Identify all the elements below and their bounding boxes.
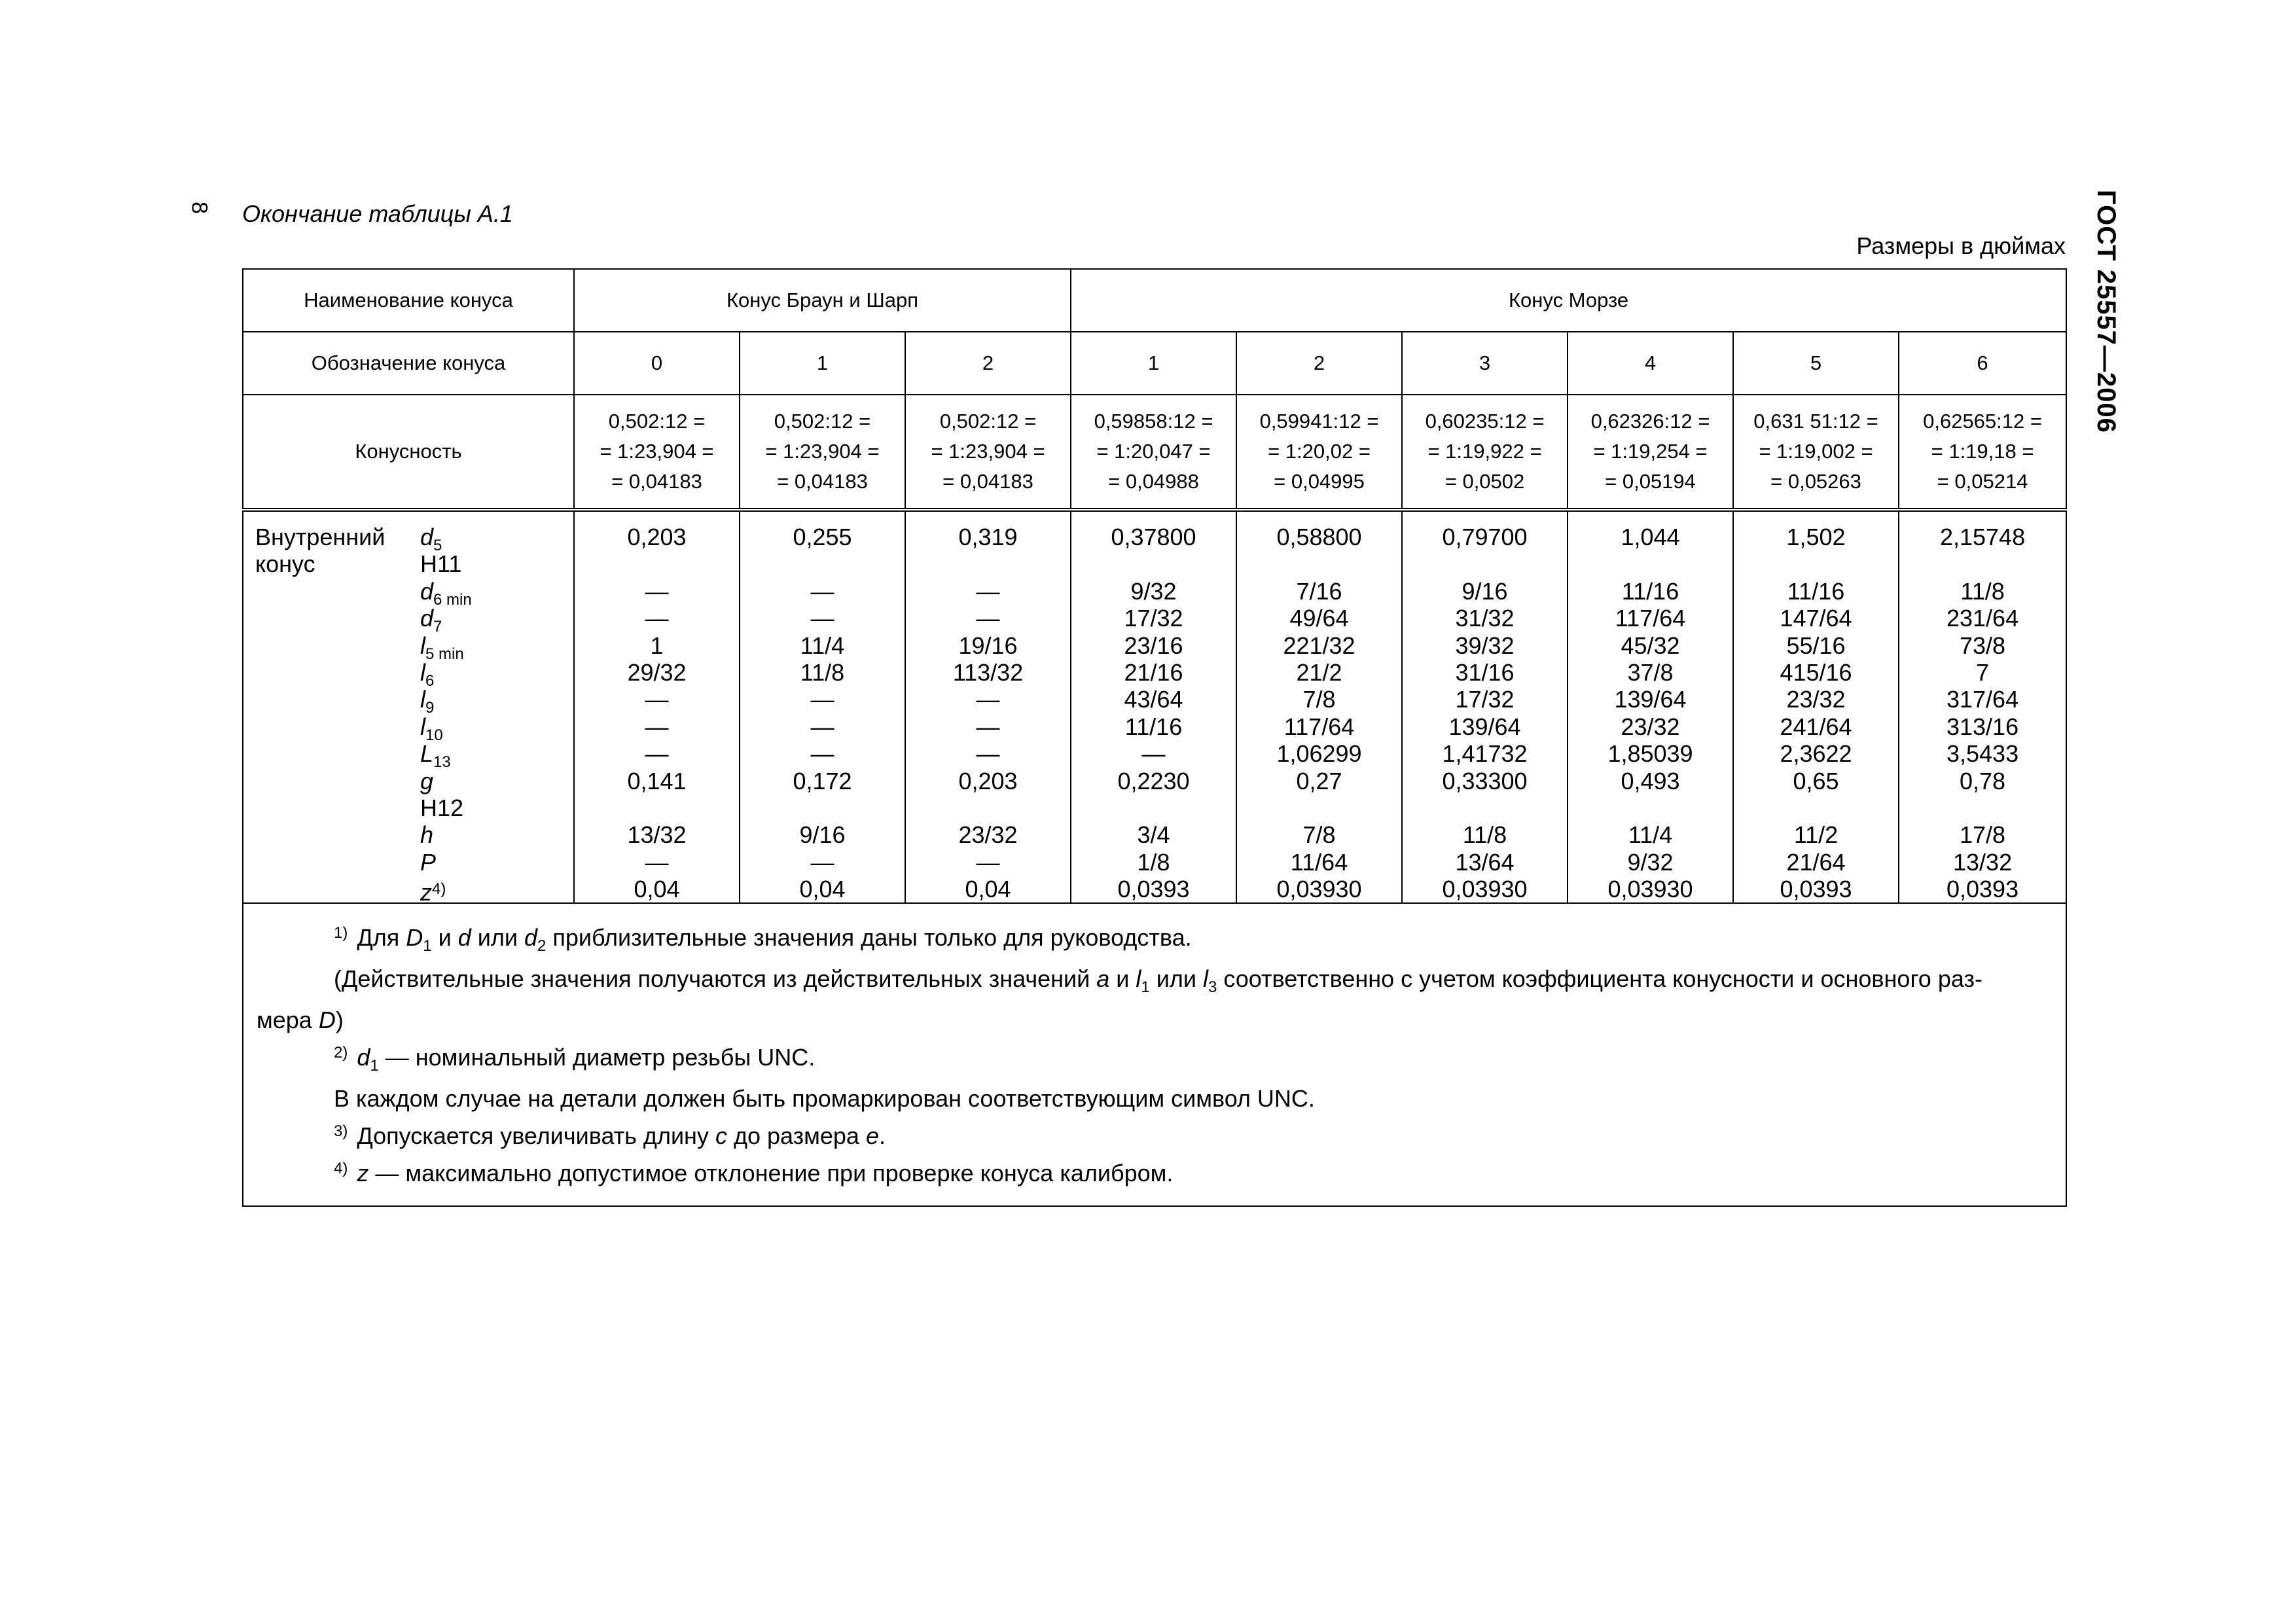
value-cell: 11/8 — [1462, 821, 1507, 849]
value-column — [1402, 510, 1568, 903]
value-cell: — — [976, 686, 1000, 713]
value-cell: 3,5433 — [1946, 740, 2019, 768]
taper-cell — [1899, 395, 2066, 510]
value-cell: 0,65 — [1793, 767, 1839, 794]
value-cell: — — [645, 577, 669, 605]
symbol-column — [408, 510, 574, 906]
value-cell: 7/8 — [1302, 821, 1336, 849]
taper-label: Конусность — [243, 395, 574, 510]
value-cell — [1074, 794, 1233, 821]
value-cell: 0,37800 — [1111, 524, 1196, 550]
value-cell: 21/16 — [1124, 658, 1183, 686]
value-column — [1236, 510, 1402, 903]
value-cell: 0,203 — [958, 767, 1018, 794]
taper-line: = 0,04183 — [611, 470, 702, 493]
taper-line: = 1:23,904 = — [765, 440, 880, 463]
value-cell: 11/4 — [800, 632, 845, 659]
value-cell: — — [976, 713, 1000, 740]
footnote-2-continued: В каждом случае на детали должен быть промаркирован соответствующим символ UNC. — [334, 1085, 1315, 1113]
taper-line: = 1:19,18 = — [1931, 440, 2034, 463]
value-cell: 13/32 — [627, 821, 687, 849]
value-column — [1071, 510, 1236, 903]
page-number: 8 — [187, 202, 212, 214]
value-cell: 21/64 — [1786, 848, 1846, 876]
taper-line: = 0,05194 — [1605, 470, 1696, 493]
value-cell: 7 — [1976, 658, 1990, 686]
value-cell: 29/32 — [627, 658, 687, 686]
taper-line: = 0,05263 — [1770, 470, 1861, 493]
taper-line: 0,59941:12 = — [1259, 410, 1379, 433]
value-cell — [1405, 794, 1564, 821]
value-cell: — — [976, 605, 1000, 632]
value-cell: — — [645, 605, 669, 632]
value-cell: 415/16 — [1780, 658, 1852, 686]
taper-line: = 0,0502 — [1444, 470, 1525, 493]
value-cell: 13/64 — [1455, 848, 1515, 876]
taper-line: 0,62326:12 = — [1590, 410, 1710, 433]
value-cell — [1902, 794, 2063, 821]
taper-line: = 0,05214 — [1937, 470, 2028, 493]
value-cell: 313/16 — [1946, 713, 2019, 740]
value-cell: 23/32 — [1786, 686, 1846, 713]
taper-line: = 0,04995 — [1274, 470, 1365, 493]
value-cell: 39/32 — [1455, 632, 1515, 659]
taper-cell — [1236, 395, 1402, 510]
value-cell: 0,319 — [958, 524, 1018, 550]
value-cell: 139/64 — [1614, 686, 1687, 713]
value-cell: 0,0393 — [1780, 876, 1852, 903]
symbol: H11 — [420, 550, 462, 578]
value-cell: — — [1141, 740, 1166, 768]
value-cell: 113/32 — [952, 658, 1024, 686]
value-cell: 1 — [650, 632, 664, 659]
taper-cell — [574, 395, 740, 510]
value-cell: 1,502 — [1786, 524, 1846, 550]
value-cell: 1/8 — [1137, 848, 1170, 876]
value-cell — [1074, 550, 1233, 577]
value-cell: 11/2 — [1793, 821, 1839, 849]
value-cell: 9/16 — [1462, 577, 1508, 605]
value-cell: 2,15748 — [1939, 524, 2026, 550]
taper-line: = 1:23,904 = — [931, 440, 1045, 463]
taper-cell — [1071, 395, 1236, 510]
value-cell: 11/64 — [1290, 848, 1348, 876]
value-cell: 0,0393 — [1117, 876, 1190, 903]
taper-line: 0,60235:12 = — [1425, 410, 1545, 433]
designation-cell: 5 — [1733, 332, 1899, 395]
value-cell: 0,03930 — [1442, 876, 1528, 903]
value-cell: 23/32 — [1621, 713, 1680, 740]
value-cell: 9/16 — [799, 821, 846, 849]
taper-line: 0,502:12 = — [608, 410, 706, 433]
taper-line: = 1:20,02 = — [1268, 440, 1371, 463]
value-cell — [1240, 550, 1399, 577]
value-cell: 0,493 — [1621, 767, 1680, 794]
value-cell: 0,04 — [965, 876, 1011, 903]
morse-header: Конус Морзе — [1071, 269, 2066, 332]
symbol: $l_{5 min}$ — [420, 632, 464, 663]
value-cell: 0,04 — [634, 876, 680, 903]
symbol: P — [420, 848, 437, 876]
taper-line: = 1:23,904 = — [600, 440, 714, 463]
taper-line: 0,502:12 = — [774, 410, 871, 433]
value-column — [1568, 510, 1733, 903]
value-cell: 1,41732 — [1442, 740, 1528, 768]
footnote-1-continued: (Действительные значения получаются из действительных значений a и $l_1$ или $l_3$ соответственно с учетом коэффициента конусности и основного раз- мера D) — [257, 965, 1982, 1034]
value-cell: 231/64 — [1946, 605, 2019, 632]
taper-cell — [1402, 395, 1568, 510]
standard-designation: ГОСТ 25557—2006 — [2092, 190, 2121, 433]
value-cell: 45/32 — [1621, 632, 1680, 659]
symbol: $d_{6 min}$ — [420, 577, 472, 609]
symbol: $z^{4)}$ — [420, 879, 446, 906]
value-cell: 117/64 — [1283, 713, 1355, 740]
symbol: $d_5$ — [420, 524, 442, 554]
taper-line: = 1:20,047 = — [1096, 440, 1211, 463]
value-cell: — — [645, 740, 669, 768]
value-cell: — — [645, 713, 669, 740]
value-cell: 0,27 — [1296, 767, 1342, 794]
value-cell — [1240, 794, 1399, 821]
value-cell: 1,044 — [1621, 524, 1680, 550]
value-cell — [1405, 550, 1564, 577]
value-cell: 221/32 — [1283, 632, 1355, 659]
taper-line: = 0,04183 — [777, 470, 868, 493]
value-cell: 17/32 — [1124, 605, 1183, 632]
value-cell: 23/16 — [1124, 632, 1183, 659]
footnote-2: $^{2)}$ $d_1$ — номинальный диаметр резьбы UNC. — [334, 1044, 816, 1075]
value-cell: 3/4 — [1137, 821, 1170, 849]
taper-line: 0,502:12 = — [939, 410, 1037, 433]
value-cell: — — [810, 740, 834, 768]
taper-line: 0,62565:12 = — [1923, 410, 2042, 433]
value-cell: 117/64 — [1615, 605, 1686, 632]
value-cell: — — [976, 577, 1000, 605]
value-cell: 11/8 — [800, 658, 845, 686]
label-line: конус — [255, 550, 315, 578]
value-cell: 11/8 — [1960, 577, 2005, 605]
name-label: Наименование конуса — [243, 269, 574, 332]
footnote-4: $^{4)}$ z — максимально допустимое отклонение при проверке конуса калибром. — [334, 1160, 1174, 1187]
designation-cell: 4 — [1568, 332, 1733, 395]
taper-line: = 0,04988 — [1108, 470, 1199, 493]
value-cell: — — [645, 848, 669, 876]
taper-line: = 1:19,002 = — [1759, 440, 1873, 463]
value-cell: 0,255 — [793, 524, 852, 550]
value-cell: — — [810, 686, 834, 713]
taper-line: = 1:19,254 = — [1593, 440, 1708, 463]
value-cell: 21/2 — [1296, 658, 1342, 686]
value-cell: 13/32 — [1953, 848, 2013, 876]
table-caption: Окончание таблицы А.1 — [242, 200, 513, 227]
designation-cell: 2 — [905, 332, 1071, 395]
value-cell: 9/32 — [1627, 848, 1674, 876]
value-cell: 1,85039 — [1607, 740, 1693, 768]
value-column — [740, 510, 905, 903]
value-cell: 7/16 — [1296, 577, 1342, 605]
taper-cell — [905, 395, 1071, 510]
designation-label: Обозначение конуса — [243, 332, 574, 395]
value-cell: 43/64 — [1124, 686, 1183, 713]
designation-cell: 3 — [1402, 332, 1568, 395]
designation-cell: 2 — [1236, 332, 1402, 395]
footnote-3: $^{3)}$ Допускается увеличивать длину c до размера e. — [334, 1122, 886, 1150]
symbol: h — [420, 821, 434, 849]
value-cell: 23/32 — [958, 821, 1018, 849]
value-cell — [743, 550, 902, 577]
symbol: $l_6$ — [420, 658, 435, 690]
value-column — [1899, 510, 2066, 903]
value-cell: 0,78 — [1960, 767, 2006, 794]
symbol: $l_9$ — [420, 686, 435, 717]
value-cell: 0,2230 — [1117, 767, 1190, 794]
symbol: $L_{13}$ — [420, 740, 451, 772]
value-cell: 147/64 — [1780, 605, 1852, 632]
value-cell: 0,203 — [627, 524, 687, 550]
value-cell: — — [810, 713, 834, 740]
value-cell: 241/64 — [1780, 713, 1852, 740]
value-cell: — — [645, 686, 669, 713]
taper-line: 0,631 51:12 = — [1753, 410, 1878, 433]
value-cell — [1736, 550, 1895, 577]
value-cell — [1571, 794, 1730, 821]
value-column — [1733, 510, 1899, 903]
value-cell: — — [810, 848, 834, 876]
value-cell: 73/8 — [1960, 632, 2006, 659]
value-cell: 9/32 — [1130, 577, 1177, 605]
value-cell: 139/64 — [1448, 713, 1521, 740]
designation-cell: 0 — [574, 332, 740, 395]
value-cell: 0,03930 — [1607, 876, 1693, 903]
value-cell: 2,3622 — [1780, 740, 1852, 768]
taper-line: 0,59858:12 = — [1094, 410, 1213, 433]
taper-line: = 0,04183 — [942, 470, 1033, 493]
value-cell: 37/8 — [1627, 658, 1674, 686]
taper-cell — [1568, 395, 1733, 510]
value-cell — [1571, 550, 1730, 577]
taper-dimensions-table — [242, 268, 2067, 1207]
value-cell: 19/16 — [958, 632, 1018, 659]
value-cell: 55/16 — [1786, 632, 1846, 659]
symbol: H12 — [420, 794, 464, 821]
value-cell — [1736, 794, 1895, 821]
footnote-1: $^{1)}$ Для $D_1$ и d или $d_2$ приблизительные значения даны только для руководства. — [334, 924, 1192, 955]
value-cell: 11/16 — [1124, 713, 1183, 740]
value-cell: 0,79700 — [1442, 524, 1528, 550]
notes-row — [243, 903, 2066, 1206]
header-row-name — [243, 269, 2066, 332]
value-cell: — — [810, 605, 834, 632]
value-cell: — — [810, 577, 834, 605]
taper-cell — [740, 395, 905, 510]
value-cell: 11/4 — [1628, 821, 1673, 849]
units-note: Размеры в дюймах — [1856, 232, 2066, 259]
value-cell: — — [976, 848, 1000, 876]
value-cell: 0,141 — [627, 767, 687, 794]
value-cell: 31/16 — [1455, 658, 1515, 686]
value-cell: 0,03930 — [1276, 876, 1362, 903]
header-row-taper — [243, 395, 2066, 510]
value-cell: 317/64 — [1946, 686, 2019, 713]
value-cell — [1902, 550, 2063, 577]
symbol: $d_7$ — [420, 605, 442, 636]
value-cell: 7/8 — [1302, 686, 1336, 713]
value-cell: 0,172 — [793, 767, 852, 794]
taper-cell — [1733, 395, 1899, 510]
value-cell: — — [976, 740, 1000, 768]
value-cell: 17/32 — [1455, 686, 1515, 713]
value-cell: 31/32 — [1455, 605, 1515, 632]
symbol: $l_{10}$ — [420, 713, 443, 744]
value-cell: 17/8 — [1960, 821, 2006, 849]
internal-taper-row — [243, 510, 2066, 903]
value-column — [905, 510, 1071, 903]
internal-taper-label — [243, 510, 408, 903]
footnotes — [243, 903, 2066, 1206]
symbol: g — [420, 767, 434, 794]
value-cell — [908, 550, 1067, 577]
designation-cell: 6 — [1899, 332, 2066, 395]
value-cell — [908, 794, 1067, 821]
designation-cell: 1 — [1071, 332, 1236, 395]
header-row-designation — [243, 332, 2066, 395]
brown-sharpe-header: Конус Браун и Шарп — [574, 269, 1071, 332]
value-cell: 1,06299 — [1276, 740, 1362, 768]
label-line: Внутренний — [255, 524, 386, 550]
value-cell — [743, 794, 902, 821]
value-cell: 11/16 — [1621, 577, 1679, 605]
value-cell: 0,04 — [799, 876, 846, 903]
value-cell — [577, 794, 736, 821]
value-cell: 0,58800 — [1276, 524, 1362, 550]
value-cell: 0,0393 — [1946, 876, 2019, 903]
taper-line: = 1:19,922 = — [1427, 440, 1542, 463]
value-cell: 49/64 — [1289, 605, 1349, 632]
value-cell: 0,33300 — [1442, 767, 1528, 794]
value-cell: 11/16 — [1787, 577, 1845, 605]
designation-cell: 1 — [740, 332, 905, 395]
value-cell — [577, 550, 736, 577]
value-column — [574, 510, 740, 903]
